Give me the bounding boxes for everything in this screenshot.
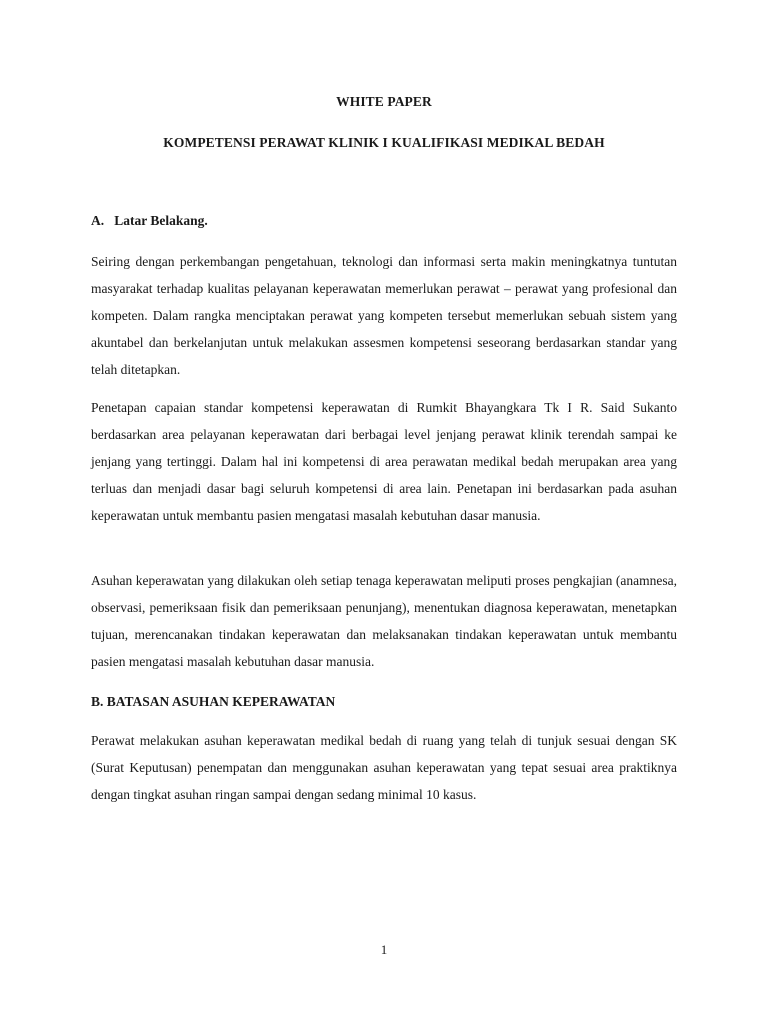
section-b-paragraph-1: Perawat melakukan asuhan keperawatan medikal bedah di ruang yang telah di tunjuk sesuai dengan SK (Surat Keputusan) penempatan dan menggunakan asuhan keperawatan yang tepat sesuai area praktiknya dengan tingkat asuhan ringan sampai dengan sedang minimal 10 kasus. <box>91 733 677 802</box>
page-number: 1 <box>380 942 388 957</box>
section-a-paragraph-1: Seiring dengan perkembangan pengetahuan, teknologi dan informasi serta makin meningkatnya tuntutan masyarakat terhadap kualitas pelayanan keperawatan memerlukan perawat – perawat yang profesional dan kompeten. Dalam rangka menciptakan perawat yang kompeten tersebut memerlukan sebuah sistem yang akuntabel dan berkelanjutan untuk melakukan assesmen kompetensi seseorang berdasarkan standar yang telah ditetapkan. <box>91 254 677 377</box>
section-b-heading: B. BATASAN ASUHAN KEPERAWATAN <box>91 694 336 709</box>
section-a-paragraph-2: Penetapan capaian standar kompetensi keperawatan di Rumkit Bhayangkara Tk I R. Said Sukanto berdasarkan area pelayanan keperawatan dari berbagai level jenjang perawat klinik terendah sampai ke jenjang yang tertinggi. Dalam hal ini kompetensi di area perawatan medikal bedah merupakan area yang terluas dan menjadi dasar bagi seluruh kompetensi di area lain. Penetapan ini berdasarkan pada asuhan keperawatan untuk membantu pasien mengatasi masalah kebutuhan dasar manusia. <box>91 400 677 523</box>
document-subtitle: KOMPETENSI PERAWAT KLINIK I KUALIFIKASI MEDIKAL BEDAH <box>163 135 605 150</box>
document-title: WHITE PAPER <box>336 94 432 109</box>
section-a-heading: A. Latar Belakang. <box>91 213 208 228</box>
section-a-paragraph-3: Asuhan keperawatan yang dilakukan oleh setiap tenaga keperawatan meliputi proses pengkajian (anamnesa, observasi, pemeriksaan fisik dan pemeriksaan penunjang), menentukan diagnosa keperawatan, menetapkan tujuan, merencanakan tindakan keperawatan dan melaksanakan tindakan keperawatan untuk membantu pasien mengatasi masalah kebutuhan dasar manusia. <box>91 573 677 669</box>
